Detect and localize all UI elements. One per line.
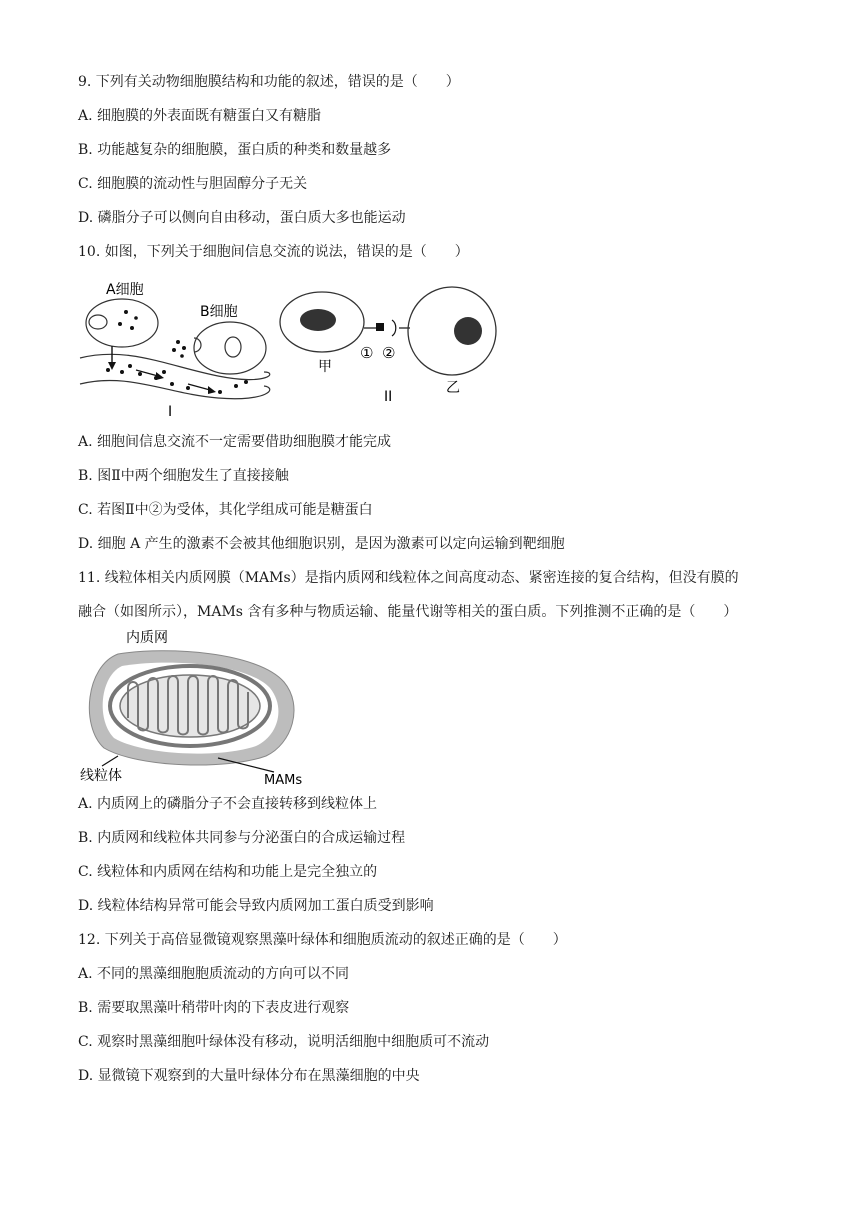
cell-b — [194, 322, 266, 374]
signal-molecule — [376, 323, 384, 331]
q11-stem-line1: 11. 线粒体相关内质网膜（MAMs）是指内质网和线粒体之间高度动态、紧密连接的复合结构，但没有膜的 — [78, 570, 739, 586]
figure-i — [80, 282, 270, 420]
mito-label: 线粒体 — [80, 768, 122, 784]
cell-a — [86, 299, 158, 347]
q12-option-c[interactable]: C. 观察时黑藻细胞叶绿体没有移动，说明活细胞中细胞质可不流动 — [78, 1034, 490, 1050]
cell-yi — [408, 287, 496, 375]
blood-vessel-upper — [80, 354, 270, 379]
figure-ii — [280, 287, 496, 405]
mams-label: MAMs — [264, 773, 303, 788]
cell-b-label: B细胞 — [200, 304, 238, 320]
q9-option-b[interactable]: B. 功能越复杂的细胞膜，蛋白质的种类和数量越多 — [78, 142, 392, 158]
marker-2: ② — [382, 344, 396, 362]
receptor-2 — [392, 320, 396, 336]
er-label: 内质网 — [126, 630, 168, 646]
cell-a-label: A细胞 — [106, 282, 144, 298]
cell-jia-nucleus — [300, 309, 336, 331]
q10-figure — [78, 276, 508, 422]
q11-option-b[interactable]: B. 内质网和线粒体共同参与分泌蛋白的合成运输过程 — [78, 830, 406, 846]
blood-vessel-lower — [80, 380, 270, 398]
q9-option-d[interactable]: D. 磷脂分子可以侧向自由移动，蛋白质大多也能运动 — [78, 210, 406, 226]
q9-option-a[interactable]: A. 细胞膜的外表面既有糖蛋白又有糖脂 — [78, 108, 322, 124]
cell-yi-label: 乙 — [446, 380, 460, 396]
figure-ii-label: II — [384, 389, 393, 405]
q12-option-b[interactable]: B. 需要取黑藻叶稍带叶肉的下表皮进行观察 — [78, 1000, 350, 1016]
cell-jia-label: 甲 — [318, 359, 332, 375]
q10-option-c[interactable]: C. 若图Ⅱ中②为受体，其化学组成可能是糖蛋白 — [78, 502, 373, 518]
q10-option-a[interactable]: A. 细胞间信息交流不一定需要借助细胞膜才能完成 — [78, 434, 392, 450]
cell-b-nucleus — [225, 337, 241, 357]
q11-stem-line2: 融合（如图所示），MAMs 含有多种与物质运输、能量代谢等相关的蛋白质。下列推测不正确的是（ ） — [78, 604, 738, 620]
q12-stem: 12. 下列关于高倍显微镜观察黑藻叶绿体和细胞质流动的叙述正确的是（ ） — [78, 932, 567, 948]
q10-option-d[interactable]: D. 细胞 A 产生的激素不会被其他细胞识别，是因为激素可以定向运输到靶细胞 — [78, 536, 565, 552]
q11-option-a[interactable]: A. 内质网上的磷脂分子不会直接转移到线粒体上 — [78, 796, 378, 812]
q11-option-d[interactable]: D. 线粒体结构异常可能会导致内质网加工蛋白质受到影响 — [78, 898, 434, 914]
q9-stem: 9. 下列有关动物细胞膜结构和功能的叙述，错误的是（ ） — [78, 74, 460, 90]
cell-yi-nucleus — [454, 317, 482, 345]
cell-a-nucleus — [89, 315, 107, 329]
q9-option-c[interactable]: C. 细胞膜的流动性与胆固醇分子无关 — [78, 176, 308, 192]
q11-option-c[interactable]: C. 线粒体和内质网在结构和功能上是完全独立的 — [78, 864, 378, 880]
q10-stem: 10. 如图，下列关于细胞间信息交流的说法，错误的是（ ） — [78, 244, 469, 260]
marker-1: ① — [360, 344, 374, 362]
q11-figure — [78, 626, 318, 790]
q12-option-a[interactable]: A. 不同的黑藻细胞胞质流动的方向可以不同 — [78, 966, 350, 982]
figure-i-label: I — [168, 404, 173, 420]
q12-option-d[interactable]: D. 显微镜下观察到的大量叶绿体分布在黑藻细胞的中央 — [78, 1068, 420, 1084]
q10-option-b[interactable]: B. 图Ⅱ中两个细胞发生了直接接触 — [78, 468, 289, 484]
